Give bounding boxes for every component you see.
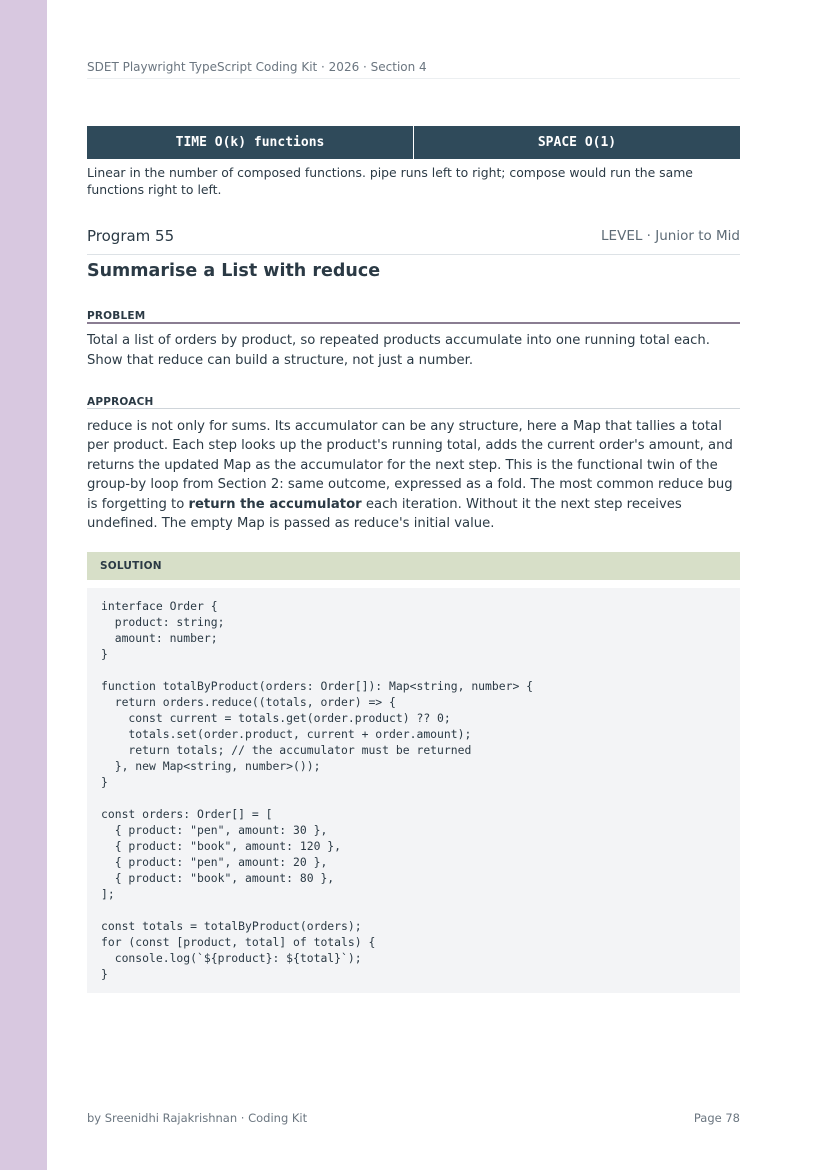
approach-section-header (87, 390, 740, 409)
approach-label: APPROACH (87, 396, 154, 408)
problem-section-header (87, 304, 740, 324)
solution-label: SOLUTION (100, 560, 162, 572)
solution-header (87, 552, 740, 580)
problem-text: Total a list of orders by product, so repeated products accumulate into one running total each. Show that reduce can build a structure, not just a number. (87, 333, 710, 368)
running-header (87, 60, 740, 79)
page-number: Page 78 (693, 1111, 740, 1125)
code-block (87, 588, 740, 993)
approach-emphasis: return the accumulator (188, 496, 362, 512)
time-complexity-cell: TIME O(k) functions (87, 126, 413, 159)
level-label: LEVEL · Junior to Mid (601, 228, 740, 244)
space-complexity-cell: SPACE O(1) (413, 126, 740, 159)
program-number: Program 55 (87, 227, 175, 245)
approach-text (87, 417, 740, 533)
complexity-table (87, 126, 740, 159)
sidebar-accent (0, 0, 47, 1170)
complexity-note: Linear in the number of composed functions. pipe runs left to right; compose would run the same functions right to left. (87, 165, 693, 197)
header-text: SDET Playwright TypeScript Coding Kit · 2026 · Section 4 (87, 60, 427, 74)
program-title: Summarise a List with reduce (87, 261, 381, 281)
approach-text-after: each iteration. Without it the next step receives undefined. The empty Map is passed as reduce's initial value. (87, 496, 682, 532)
footer-author: by Sreenidhi Rajakrishnan · Coding Kit (87, 1111, 308, 1125)
problem-label: PROBLEM (87, 310, 146, 322)
code-content: interface Order { product: string; amount: number; } function totalByProduct(orders: Order[]): Map<string, number> { return orders.reduce((totals, order) => { const current = totals.get(order.product) ?? 0; totals.set(order.product, current + order.amount); return totals; // the accumulator must be returned }, new Map<string, number>()); } const orders: Order[] = [ { product: "pen", amount: 30 }, { product: "book", amount: 120 }, { product: "pen", amount: 20 }, { product: "book", amount: 80 }, ]; const totals = totalByProduct(orders); for (const [product, total] of totals) { console.log(`${product}: ${total}`); } (101, 599, 534, 981)
approach-text-before: reduce is not only for sums. Its accumulator can be any structure, here a Map that tallies a total per product. Each step looks up the product's running total, adds the current order's amount, and returns the updated Map as the accumulator for the next step. This is the functional twin of the group-by loop from Section 2: same outcome, expressed as a fold. The most common reduce bug is forgetting to (87, 419, 733, 512)
program-row (87, 227, 740, 255)
